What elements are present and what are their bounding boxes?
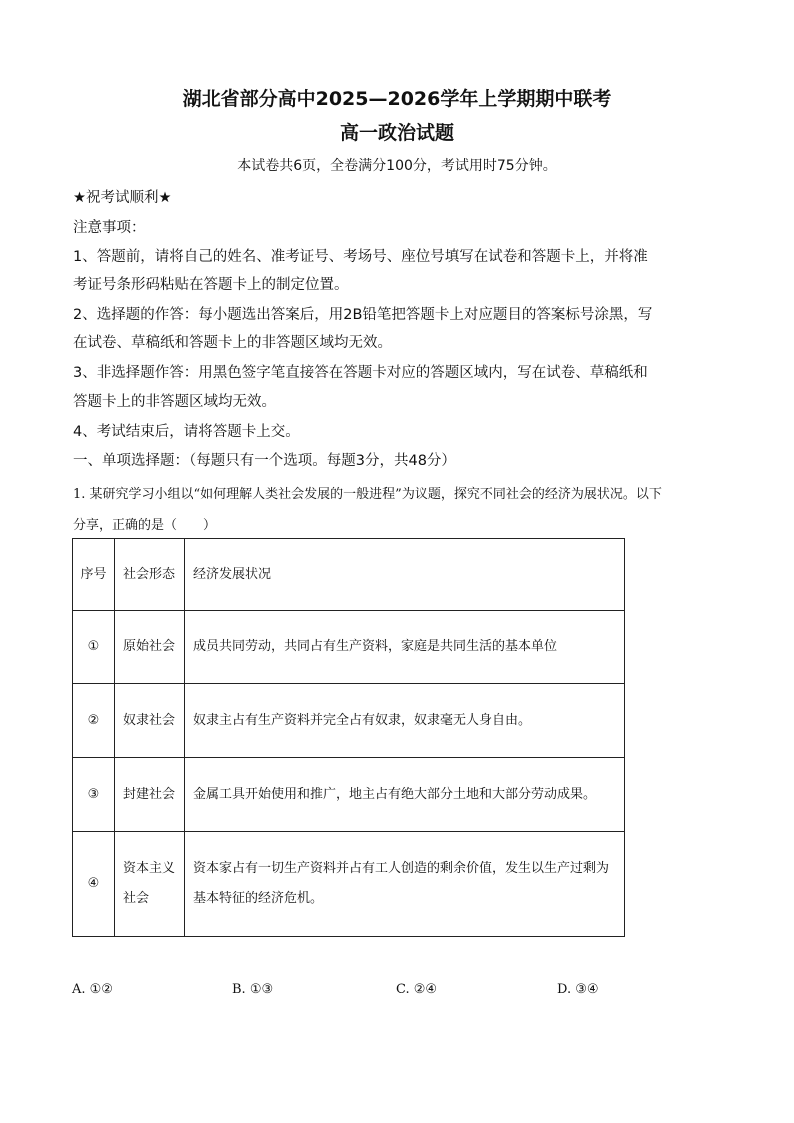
economy-table xyxy=(72,538,625,937)
notice-item-2-line-1: 2、选择题的作答：每小题选出答案后，用2B铅笔把答题卡上对应题目的答案标号涂黑，写 xyxy=(73,307,653,323)
notice-item-3-line-1: 3、非选择题作答：用黑色签字笔直接答在答题卡对应的答题区域内，写在试卷、草稿纸和 xyxy=(73,365,648,381)
row-society: 原始社会 xyxy=(115,611,185,684)
question-1-stem-line-2: 分享，正确的是（ ） xyxy=(73,518,217,533)
table-row xyxy=(73,758,625,832)
row-economy: 奴隶主占有生产资料并完全占有奴隶，奴隶毫无人身自由。 xyxy=(185,684,625,758)
table-row xyxy=(73,832,625,937)
notice-item-1-line-2: 考证号条形码粘贴在答题卡上的制定位置。 xyxy=(73,277,349,293)
option-b: B. ①③ xyxy=(232,982,274,997)
row-economy: 资本家占有一切生产资料并占有工人创造的剩余价值，发生以生产过剩为基本特征的经济危机。 xyxy=(185,832,625,937)
notice-heading: 注意事项： xyxy=(73,220,146,236)
table-header-row xyxy=(73,539,625,611)
row-number: ② xyxy=(73,684,115,758)
section-heading: 一、单项选择题：（每题只有一个选项。每题3分，共48分） xyxy=(73,453,456,469)
option-a: A. ①② xyxy=(72,982,113,997)
option-c: C. ②④ xyxy=(396,982,438,997)
row-number: ④ xyxy=(73,832,115,937)
blessing-text: ★祝考试顺利★ xyxy=(73,190,172,206)
row-society: 封建社会 xyxy=(115,758,185,832)
exam-title: 湖北省部分高中2025—2026学年上学期期中联考 xyxy=(182,88,612,110)
header-cell-economy: 经济发展状况 xyxy=(185,539,625,611)
row-economy: 成员共同劳动，共同占有生产资料，家庭是共同生活的基本单位 xyxy=(185,611,625,684)
row-number: ③ xyxy=(73,758,115,832)
table-row xyxy=(73,684,625,758)
notice-item-2-line-2: 在试卷、草稿纸和答题卡上的非答题区域均无效。 xyxy=(73,335,392,351)
exam-info: 本试卷共6页，全卷满分100分，考试用时75分钟。 xyxy=(237,158,557,174)
row-society: 资本主义社会 xyxy=(115,832,185,937)
notice-item-1-line-1: 1、答题前，请将自己的姓名、准考证号、考场号、座位号填写在试卷和答题卡上，并将准 xyxy=(73,249,648,265)
row-number: ① xyxy=(73,611,115,684)
table-row xyxy=(73,611,625,684)
header-cell-society: 社会形态 xyxy=(115,539,185,611)
notice-item-4: 4、考试结束后，请将答题卡上交。 xyxy=(73,424,300,440)
notice-item-3-line-2: 答题卡上的非答题区域均无效。 xyxy=(73,394,276,410)
header-cell-number: 序号 xyxy=(73,539,115,611)
option-d: D. ③④ xyxy=(557,982,599,997)
exam-subtitle: 高一政治试题 xyxy=(339,122,454,144)
row-society: 奴隶社会 xyxy=(115,684,185,758)
row-economy: 金属工具开始使用和推广，地主占有绝大部分土地和大部分劳动成果。 xyxy=(185,758,625,832)
question-1-stem-line-1: 1. 某研究学习小组以“如何理解人类社会发展的一般进程”为议题，探究不同社会的经济为展状况。以下 xyxy=(73,487,662,502)
